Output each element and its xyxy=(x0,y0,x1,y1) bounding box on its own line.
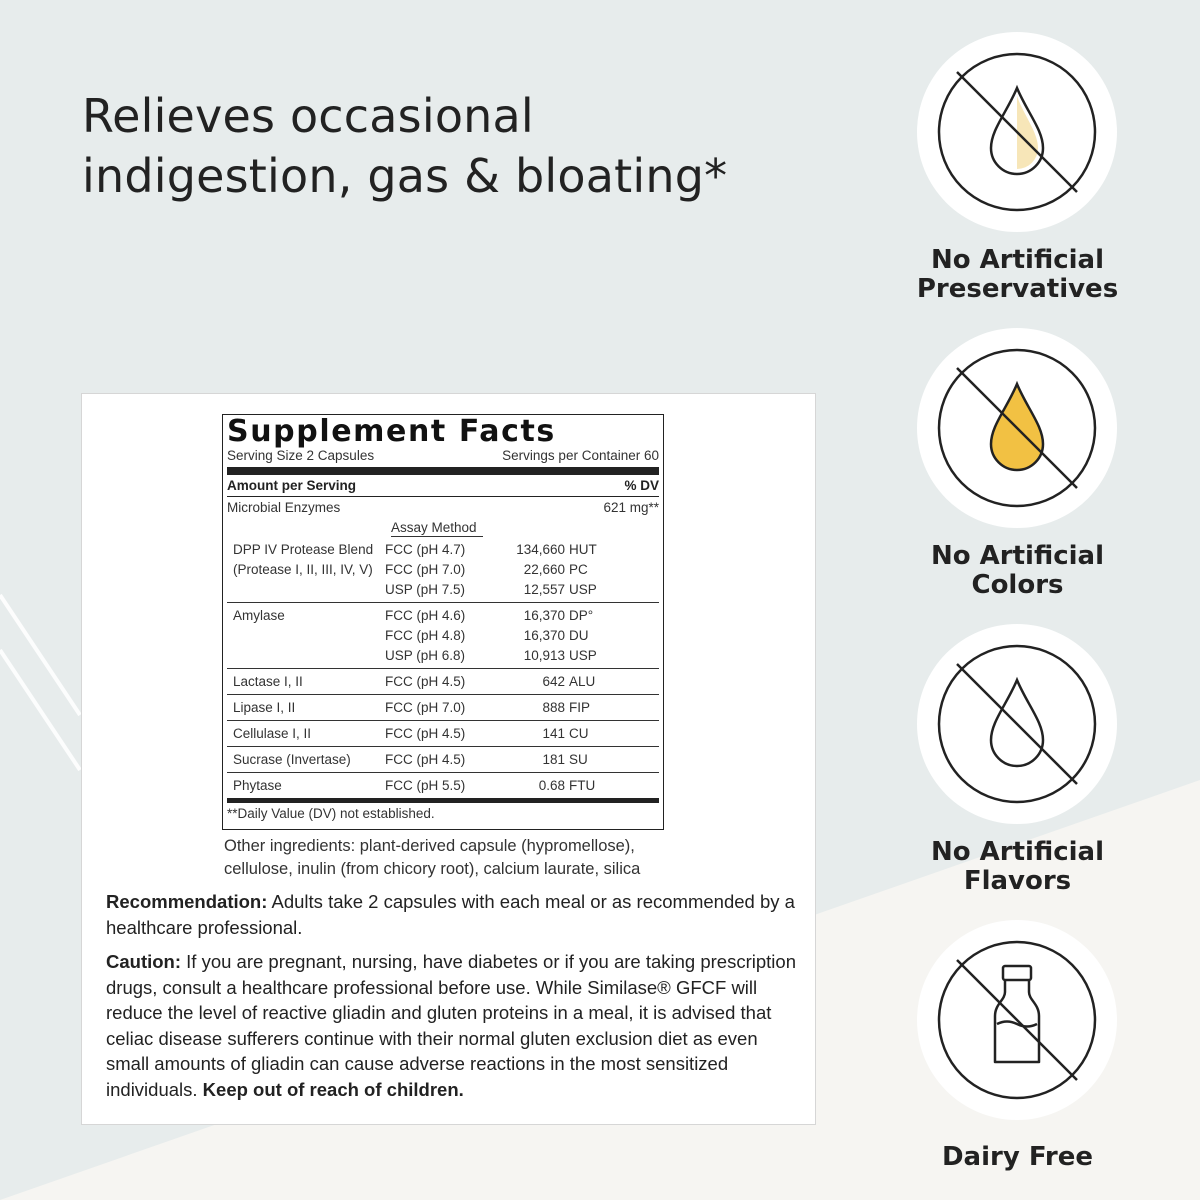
assay-method: FCC (pH 7.0) xyxy=(385,700,466,715)
enzyme-name xyxy=(227,580,385,600)
enzyme-amount: 10,913 xyxy=(523,648,565,663)
enzyme-table xyxy=(227,537,659,803)
enzyme-amount: 181 xyxy=(542,752,565,767)
enzyme-name: DPP IV Protease Blend xyxy=(233,542,374,557)
supplement-facts-panel xyxy=(222,414,664,830)
enzyme-table-row xyxy=(227,724,659,744)
enzyme-unit: SU xyxy=(569,752,588,767)
dv-footnote: **Daily Value (DV) not established. xyxy=(227,806,435,821)
serving-size: Serving Size 2 Capsules xyxy=(227,448,375,463)
enzyme-amount: 12,557 xyxy=(523,582,565,597)
enzyme-name: Amylase xyxy=(233,608,285,623)
badge-label-no-flavors: No Artificial Flavors xyxy=(930,837,1104,896)
amount-per-serving-header xyxy=(227,475,659,497)
assay-method: FCC (pH 4.5) xyxy=(385,674,466,689)
assay-method: FCC (pH 4.5) xyxy=(385,726,466,741)
enzyme-table-row xyxy=(227,626,659,646)
enzyme-table-row xyxy=(227,750,659,770)
assay-method: FCC (pH 5.5) xyxy=(385,778,466,793)
enzyme-group-amount: 621 mg** xyxy=(603,500,659,515)
enzyme-unit: DU xyxy=(569,628,589,643)
assay-method: FCC (pH 4.5) xyxy=(385,752,466,767)
headline-line-1: Relieves occasional xyxy=(82,89,534,143)
enzyme-table-row xyxy=(227,580,659,600)
enzyme-amount: 642 xyxy=(542,674,565,689)
enzyme-table-row xyxy=(227,672,659,692)
enzyme-group-name: Microbial Enzymes xyxy=(227,500,341,515)
enzyme-unit: FIP xyxy=(569,700,591,715)
assay-method-header: Assay Method xyxy=(391,519,483,537)
enzyme-unit: CU xyxy=(569,726,589,741)
enzyme-group xyxy=(227,603,659,669)
enzyme-table-row xyxy=(227,560,659,580)
enzyme-unit: USP xyxy=(569,648,597,663)
enzyme-group xyxy=(227,747,659,773)
enzyme-amount: 0.68 xyxy=(538,778,565,793)
assay-method: FCC (pH 4.8) xyxy=(385,628,466,643)
no-colors-drop-icon xyxy=(917,328,1117,528)
enzyme-name: Lactase I, II xyxy=(233,674,303,689)
enzyme-table-row xyxy=(227,776,659,796)
badge-label-no-colors: No Artificial Colors xyxy=(930,541,1104,600)
enzyme-table-row xyxy=(227,646,659,666)
enzyme-group xyxy=(227,721,659,747)
caution-warning: Keep out of reach of children. xyxy=(202,1078,464,1100)
caution-paragraph xyxy=(106,949,796,1102)
enzyme-table-row xyxy=(227,540,659,560)
enzyme-amount: 16,370 xyxy=(523,628,565,643)
enzyme-unit: HUT xyxy=(569,542,597,557)
headline xyxy=(82,86,862,206)
assay-method: FCC (pH 4.7) xyxy=(385,542,466,557)
enzyme-name xyxy=(227,646,385,666)
assay-method: USP (pH 6.8) xyxy=(385,648,466,663)
servings-per-container: Servings per Container 60 xyxy=(502,448,659,463)
enzyme-amount: 141 xyxy=(542,726,565,741)
caution-label: Caution: xyxy=(106,951,182,972)
enzyme-unit: FTU xyxy=(569,778,596,793)
recommendation-text: Adults take 2 capsules with each meal or as recommended by a healthcare professional. xyxy=(106,891,795,938)
serving-info-row xyxy=(227,448,659,475)
no-preservatives-drop-icon xyxy=(917,32,1117,232)
other-ingredients xyxy=(224,835,704,881)
enzyme-group xyxy=(227,537,659,603)
dairy-free-bottle-icon xyxy=(917,920,1117,1120)
caution-text: If you are pregnant, nursing, have diabetes or if you are taking prescription drugs, consult a healthcare professional before use. While Similase® GFCF will reduce the level of reactive gliadin and gluten proteins in a meal, it is advised that celiac disease sufferers continue with their normal gluten exclusion diet as even small amounts of gliadin can cause adverse reactions in the most sensitized individuals. xyxy=(106,951,796,1100)
dv-header: % DV xyxy=(624,478,659,493)
enzyme-amount: 888 xyxy=(542,700,565,715)
enzyme-name: Sucrase (Invertase) xyxy=(233,752,351,767)
enzyme-group xyxy=(227,695,659,721)
enzyme-table-row xyxy=(227,698,659,718)
other-ingredients-line-2: cellulose, inulin (from chicory root), calcium laurate, silica xyxy=(224,860,641,878)
enzyme-unit: ALU xyxy=(569,674,596,689)
enzyme-table-row xyxy=(227,606,659,626)
other-ingredients-line-1: Other ingredients: plant-derived capsule (hypromellose), xyxy=(224,837,635,855)
enzyme-unit: PC xyxy=(569,562,588,577)
enzyme-name: Lipase I, II xyxy=(233,700,296,715)
enzyme-group xyxy=(227,773,659,798)
headline-line-2: indigestion, gas & bloating* xyxy=(82,149,728,203)
amount-per-serving-label: Amount per Serving xyxy=(227,478,357,493)
enzyme-name: (Protease I, II, III, IV, V) xyxy=(233,562,373,577)
enzyme-amount: 22,660 xyxy=(523,562,565,577)
badge-label-no-preservatives: No Artificial Preservatives xyxy=(916,245,1119,304)
enzyme-name: Cellulase I, II xyxy=(233,726,312,741)
enzyme-name xyxy=(227,626,385,646)
enzyme-name: Phytase xyxy=(233,778,282,793)
assay-method: USP (pH 7.5) xyxy=(385,582,466,597)
enzyme-amount: 16,370 xyxy=(523,608,565,623)
assay-method: FCC (pH 4.6) xyxy=(385,608,466,623)
no-flavors-drop-icon xyxy=(917,624,1117,824)
recommendation-label: Recommendation: xyxy=(106,891,268,912)
enzyme-group xyxy=(227,669,659,695)
recommendation-paragraph xyxy=(106,889,796,940)
assay-method: FCC (pH 7.0) xyxy=(385,562,466,577)
supplement-facts-title: Supplement Facts xyxy=(227,414,556,449)
enzyme-amount: 134,660 xyxy=(516,542,565,557)
enzyme-unit: USP xyxy=(569,582,597,597)
enzyme-group-row xyxy=(227,497,659,519)
enzyme-unit: DP° xyxy=(569,608,594,623)
badge-label-dairy-free: Dairy Free xyxy=(941,1142,1094,1172)
